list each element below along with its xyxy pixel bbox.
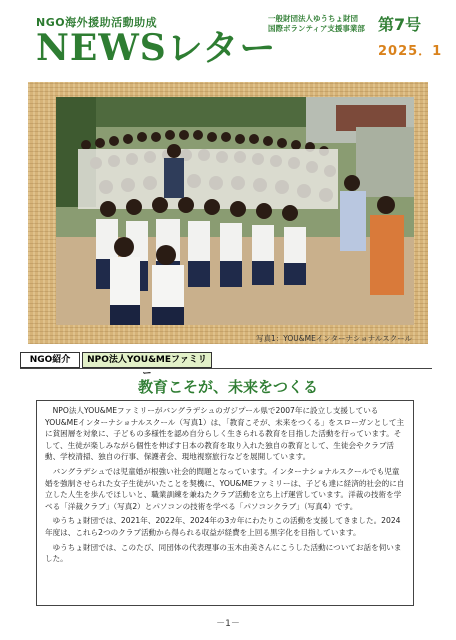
publisher-line-1: 一般財団法人ゆうちょ財団 <box>268 14 358 23</box>
article-headline: 教育こそが、未来をつくる <box>137 378 318 396</box>
photo-caption: 写真1：YOU&MEインターナショナルスクール <box>255 334 412 343</box>
body-paragraph-2: バングラデシュでは児童婚が根強い社会的問題となっています。インターナショナルスクールでも児童婚を強制させられた女子生徒がいたことを契機に、YOU&MEファミリーは、子ども達に経済的社会的に自立した人生を歩んでほしいと、職業訓練を兼ねたクラブ活動を立ち上げ運営しています。洋裁の技術を学べる「洋裁クラブ」（写真2）とパソコンの技術を学べる「パソコンクラブ」（写真4）です。 <box>45 466 405 511</box>
section-tag-organization: NPO法人YOU&MEファミリー <box>82 352 212 368</box>
page-number: －1－ <box>216 619 240 629</box>
article-body <box>36 400 414 606</box>
issue-number: 第7号 <box>378 15 422 34</box>
school-photo-illustration <box>56 97 414 325</box>
series-label: NGO海外援助活動助成 <box>36 16 158 29</box>
body-paragraph-3: ゆうちょ財団では、2021年、2022年、2024年の3カ年にわたりこの活動を支援してきました。2024年度は、これら2つのクラブ活動から得られる収益が経費を上回る黒字化を目指しています。 <box>45 516 401 537</box>
issue-date: 2025．1 <box>378 44 443 59</box>
school-group-photo <box>56 97 414 325</box>
body-paragraph-4: ゆうちょ財団では、このたび、同団体の代表理事の玉木由美さんにこうした活動についてお話を伺いました。 <box>45 542 402 564</box>
publisher <box>268 14 372 34</box>
body-paragraph-1: NPO法人YOU&MEファミリーがバングラデシュのガジプール県で2007年に設立し支援しているYOU&MEインターナショナルスクール（写真1）は、「教育こそが、未来をつくる」をスローガンとして主に貧困層を対象に、子どもの多様性を認め自分らしく生きられる教育を目指した活動を行っています。そして、生徒が楽しみながら個性を伸ばす日本の教育を取り入れた独自の教育として、生徒会やクラブ活動、学校清掃、独自の行事、保護者会、現地視察旅行などを展開しています。 <box>45 406 405 462</box>
section-divider <box>20 368 432 369</box>
newsletter-title: NEWSレター <box>36 27 277 69</box>
section-tag-ngo-intro: NGO紹介 <box>20 352 80 368</box>
publisher-line-2: 国際ボランティア支援事業部 <box>268 24 365 33</box>
